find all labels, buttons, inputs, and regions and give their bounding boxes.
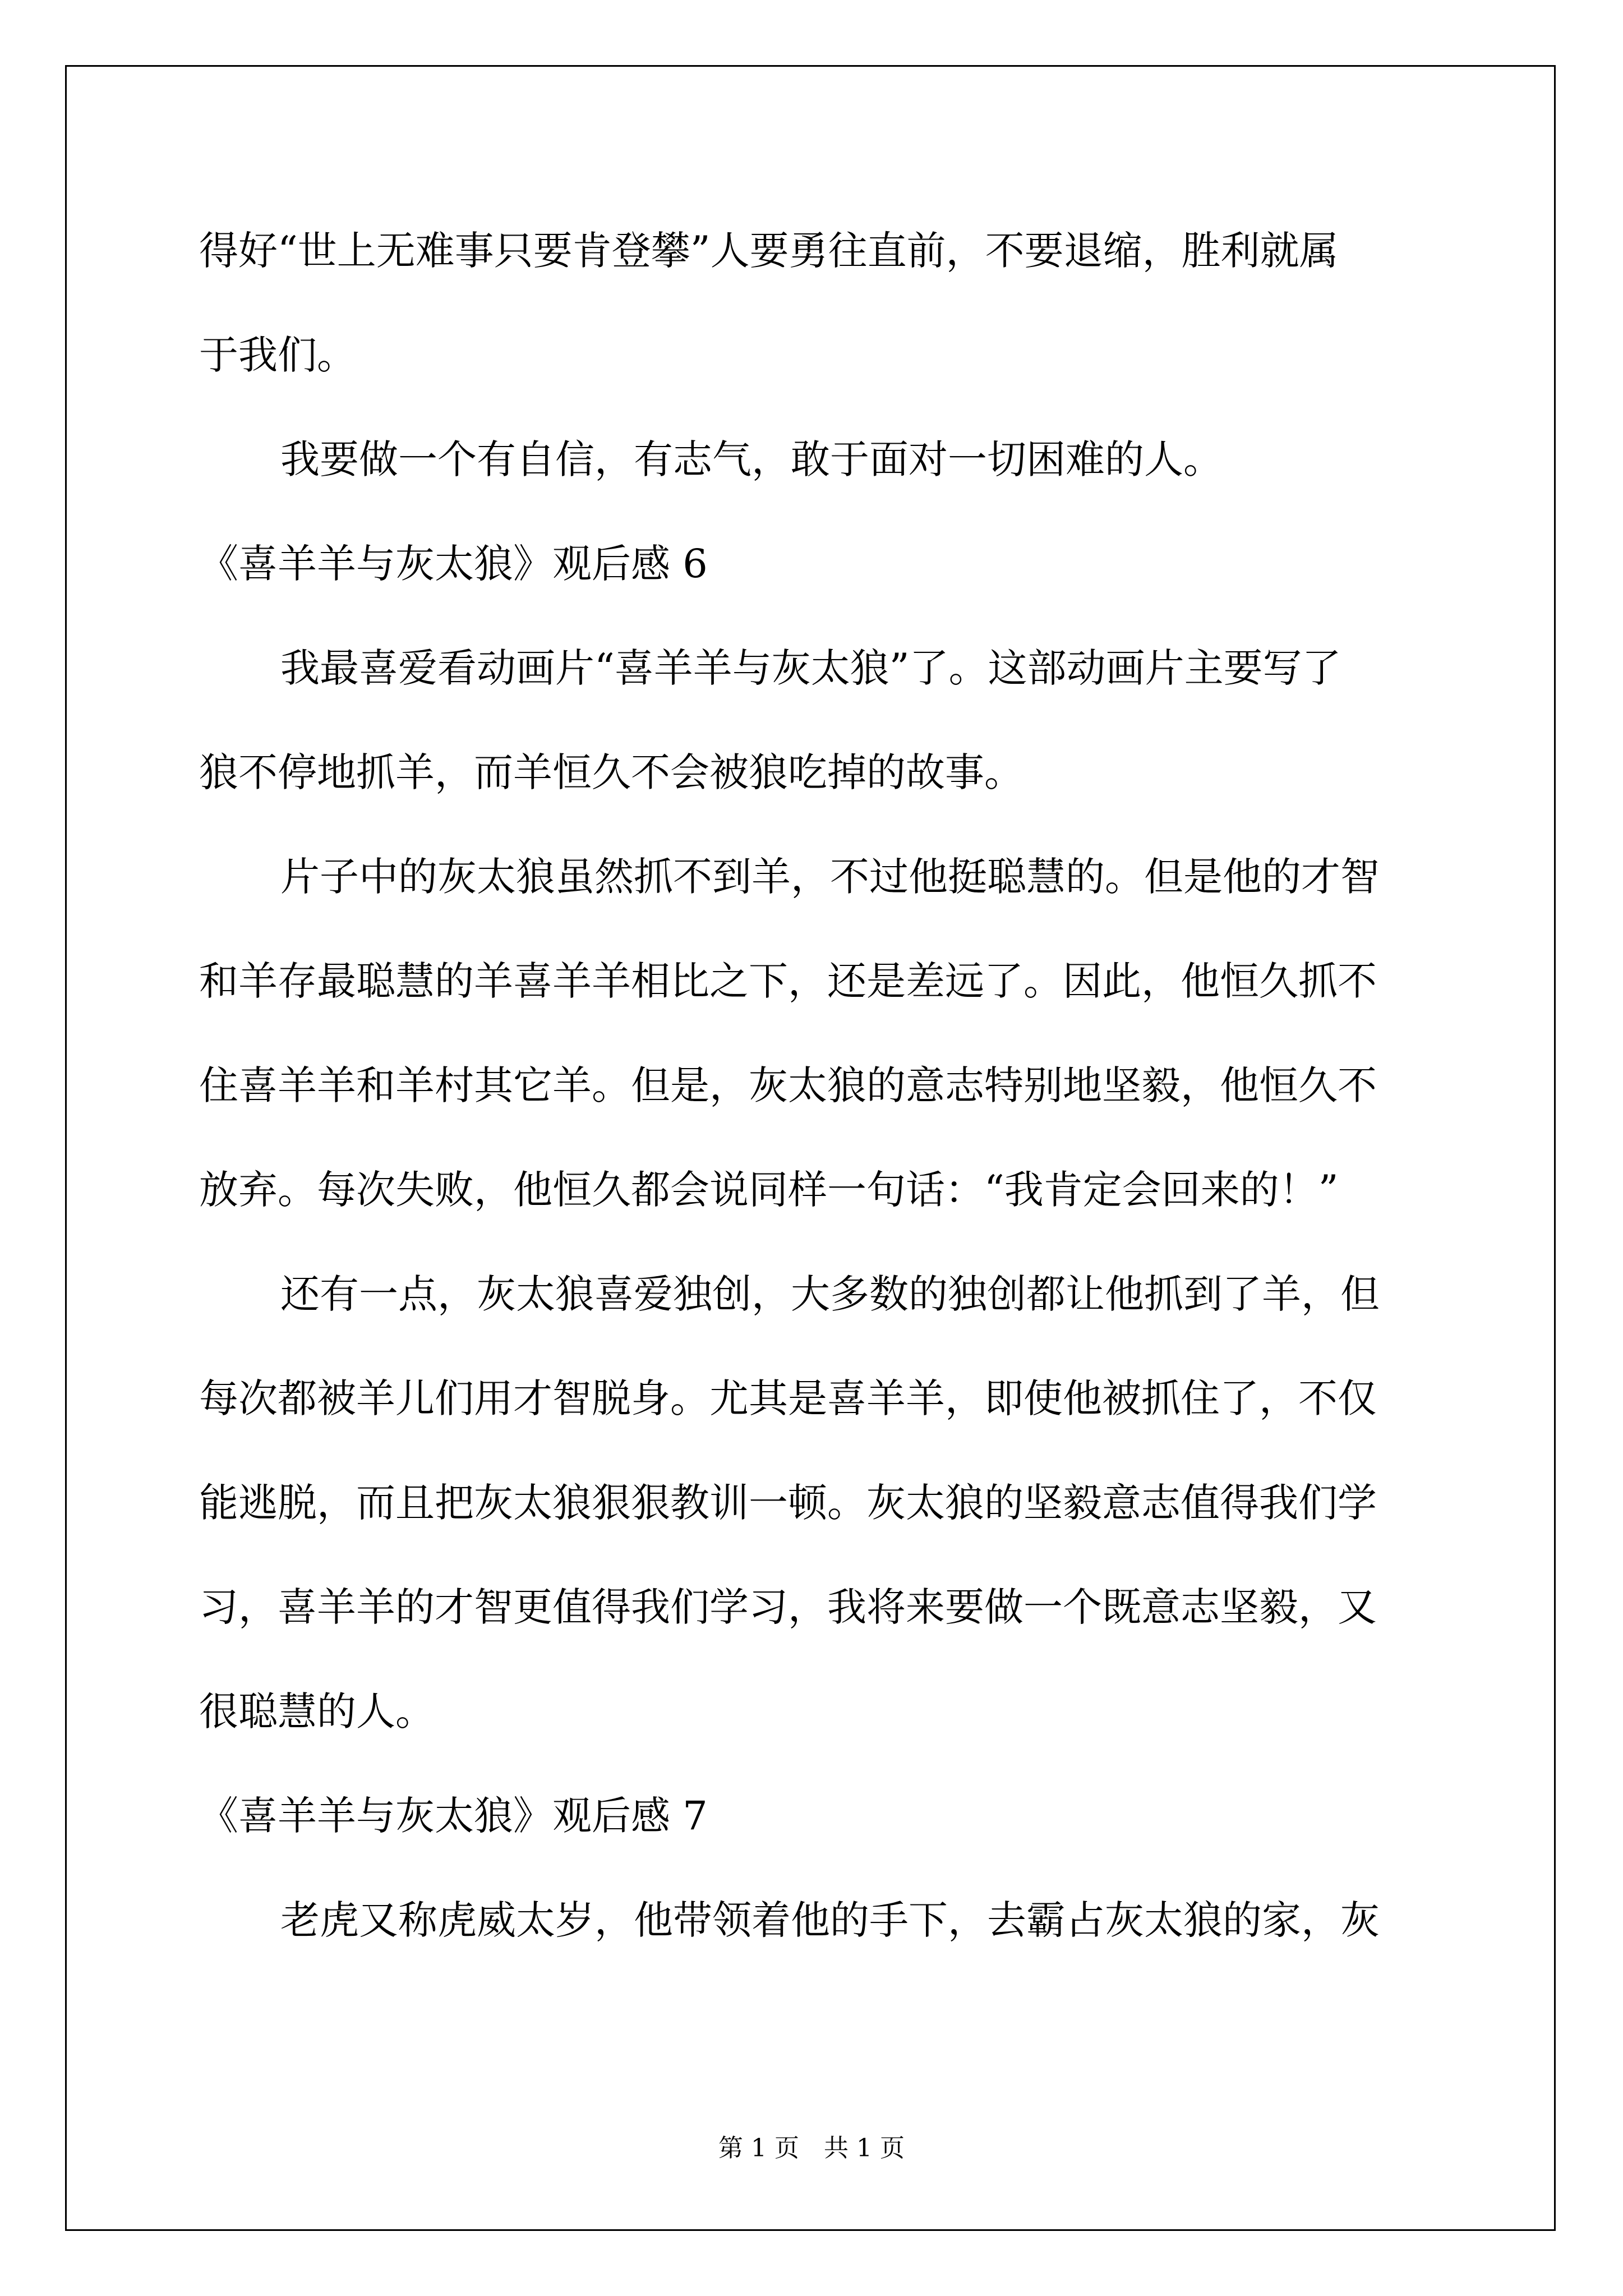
- paragraph-line: 和羊存最聪慧的羊喜羊羊相比之下，还是差远了。因此，他恒久抓不: [199, 958, 1377, 1004]
- paragraph-line: 很聪慧的人。: [199, 1688, 435, 1734]
- paragraph-line: 老虎又称虎威太岁，他带领着他的手下，去霸占灰太狼的家，灰: [280, 1897, 1380, 1943]
- paragraph-line: 习，喜羊羊的才智更值得我们学习，我将来要做一个既意志坚毅，又: [199, 1584, 1377, 1630]
- paragraph-line: 能逃脱，而且把灰太狼狠狠教训一顿。灰太狼的坚毅意志值得我们学: [199, 1480, 1377, 1526]
- section-heading: 《喜羊羊与灰太狼》观后感 6: [199, 541, 708, 587]
- paragraph-line: 还有一点，灰太狼喜爱独创，大多数的独创都让他抓到了羊，但: [280, 1271, 1380, 1317]
- paragraph-line: 住喜羊羊和羊村其它羊。但是，灰太狼的意志特别地坚毅，他恒久不: [199, 1062, 1377, 1108]
- paragraph-line: 我要做一个有自信，有志气，敢于面对一切困难的人。: [280, 436, 1223, 482]
- page-number-footer: 第 1 页 共 1 页: [718, 2134, 905, 2162]
- paragraph-line: 狼不停地抓羊，而羊恒久不会被狼吃掉的故事。: [199, 749, 1023, 795]
- paragraph-line: 片子中的灰太狼虽然抓不到羊，不过他挺聪慧的。但是他的才智: [280, 854, 1380, 900]
- paragraph-line: 放弃。每次失败，他恒久都会说同样一句话：“我肯定会回来的！”: [199, 1167, 1339, 1213]
- section-heading: 《喜羊羊与灰太狼》观后感 7: [199, 1793, 708, 1839]
- paragraph-line: 于我们。: [199, 332, 356, 378]
- paragraph-line: 我最喜爱看动画片“喜羊羊与灰太狼”了。这部动画片主要写了: [280, 645, 1341, 691]
- paragraph-line: 得好“世上无难事只要肯登攀”人要勇往直前，不要退缩，胜利就属: [199, 228, 1339, 274]
- paragraph-line: 每次都被羊儿们用才智脱身。尤其是喜羊羊，即使他被抓住了，不仅: [199, 1375, 1377, 1421]
